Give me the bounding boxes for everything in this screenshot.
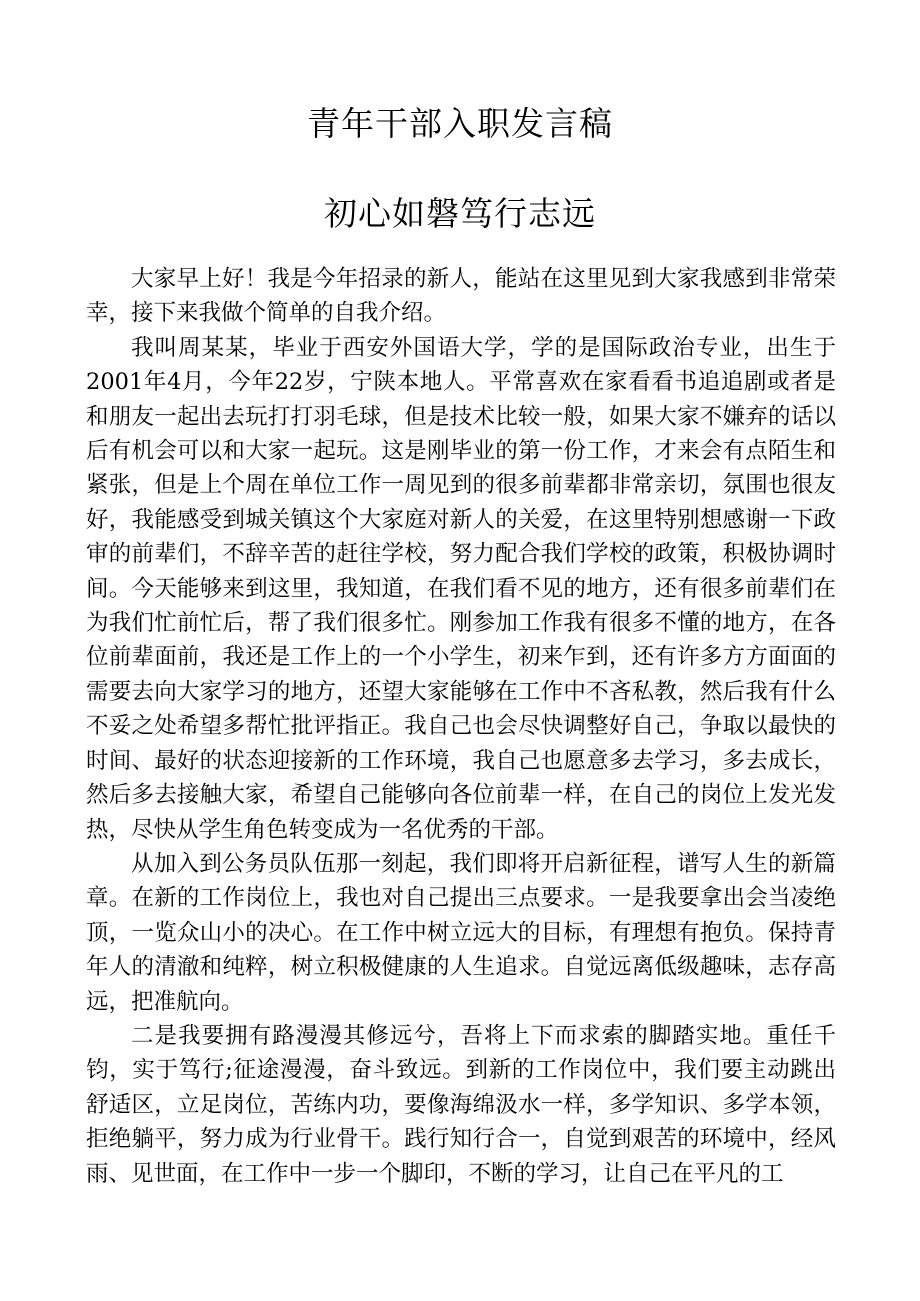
document-body bbox=[86, 262, 836, 1191]
paragraph-requirement-two: 二是我要拥有路漫漫其修远兮，吾将上下而求索的脚踏实地。重任千钧，实于笃行;征途漫漫，奋斗致远。到新的工作岗位中，我们要主动跳出舒适区，立足岗位，苦练内功，要像海绵汲水一样，多学知识、多学本领，拒绝躺平，努力成为行业骨干。践行知行合一，自觉到艰苦的环境中，经风雨、见世面，在工作中一步一个脚印，不断的学习，让自己在平凡的工 bbox=[86, 1022, 836, 1187]
paragraph-greeting: 大家早上好！我是今年招录的新人，能站在这里见到大家我感到非常荣幸，接下来我做个简单的自我介绍。 bbox=[86, 266, 836, 327]
document-title: 青年干部入职发言稿 bbox=[307, 104, 613, 143]
paragraph-requirement-one: 从加入到公务员队伍那一刻起，我们即将开启新征程，谱写人生的新篇章。在新的工作岗位上，我也对自己提出三点要求。一是我要拿出会当凌绝顶，一览众山小的决心。在工作中树立远大的目标，有理想有抱负。保持青年人的清澈和纯粹，树立积极健康的人生追求。自觉远离低级趣味，志存高远，把准航向。 bbox=[86, 850, 836, 1015]
paragraph-self-introduction: 我叫周某某，毕业于西安外国语大学，学的是国际政治专业，出生于2001年4月，今年22岁，宁陕本地人。平常喜欢在家看看书追追剧或者是和朋友一起出去玩打打羽毛球，但是技术比较一般，如果大家不嫌弃的话以后有机会可以和大家一起玩。这是刚毕业的第一份工作，才来会有点陌生和紧张，但是上个周在单位工作一周见到的很多前辈都非常亲切，氛围也很友好，我能感受到城关镇这个大家庭对新人的关爱，在这里特别想感谢一下政审的前辈们，不辞辛苦的赶往学校，努力配合我们学校的政策，积极协调时间。今天能够来到这里，我知道，在我们看不见的地方，还有很多前辈们在为我们忙前忙后，帮了我们很多忙。刚参加工作我有很多不懂的地方，在各位前辈面前，我还是工作上的一个小学生，初来乍到，还有许多方方面面的需要去向大家学习的地方，还望大家能够在工作中不吝私教，然后我有什么不妥之处希望多帮忙批评指正。我自己也会尽快调整好自己，争取以最快的时间、最好的状态迎接新的工作环境，我自己也愿意多去学习，多去成长，然后多去接触大家，希望自己能够向各位前辈一样，在自己的岗位上发光发热，尽快从学生角色转变成为一名优秀的干部。 bbox=[86, 334, 836, 843]
document-subtitle: 初心如磐笃行志远 bbox=[324, 194, 596, 233]
